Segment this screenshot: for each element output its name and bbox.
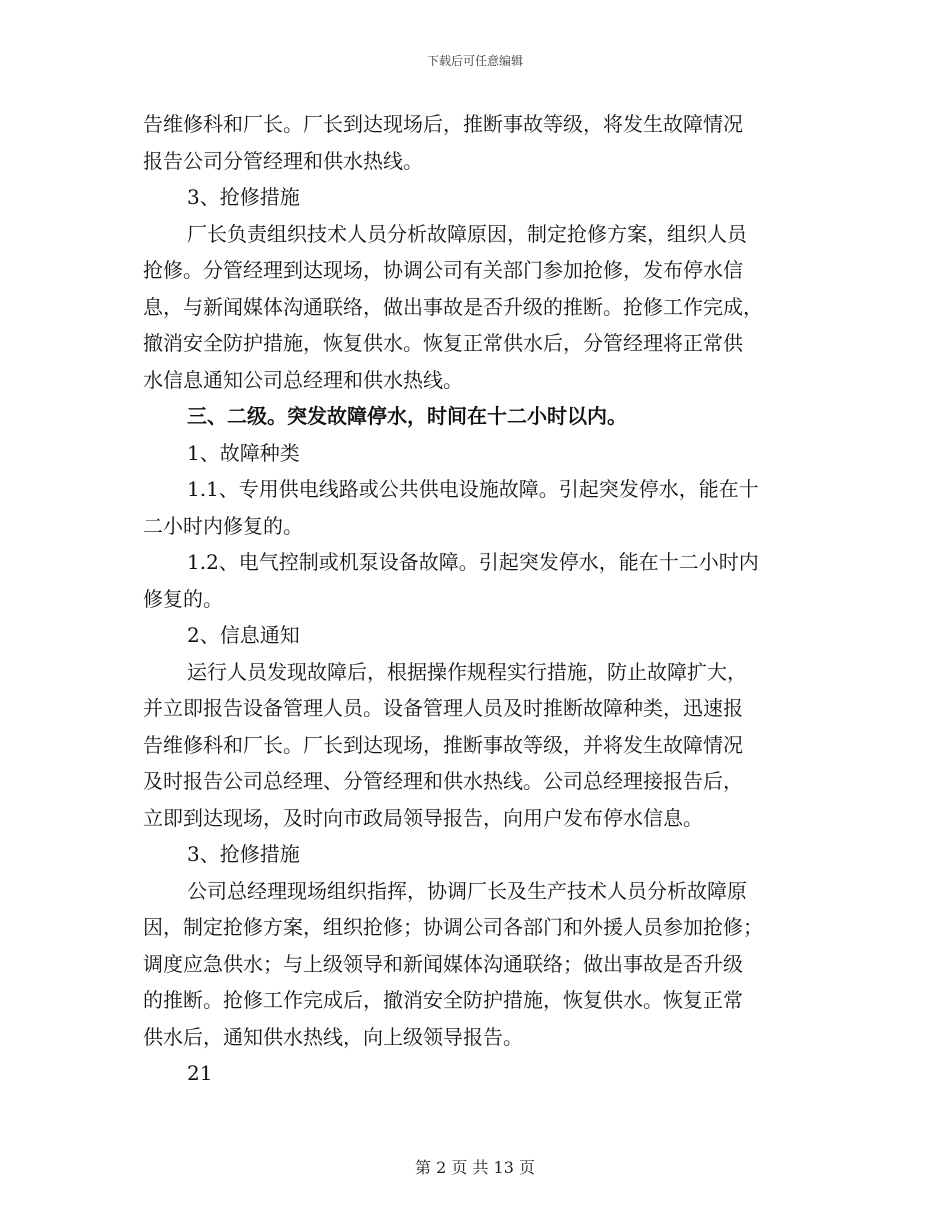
paragraph-line: 水信息通知公司总经理和供水热线。 xyxy=(143,367,463,392)
paragraph-line: 抢修。分管经理到达现场，协调公司有关部门参加抢修，发布停水信 xyxy=(143,258,743,282)
paragraph-line: 1.1、专用供电线路或公共供电设施故障。引起突发停水，能在十 xyxy=(187,477,759,501)
paragraph-line: 息，与新闻媒体沟通联络，做出事故是否升级的推断。抢修工作完成， xyxy=(143,294,763,319)
paragraph-line: 修复的。 xyxy=(143,586,223,611)
paragraph-line: 并立即报告设备管理人员。设备管理人员及时推断故障种类，迅速报 xyxy=(143,696,743,720)
paragraph-line: 立即到达现场，及时向市政局领导报告，向用户发布停水信息。 xyxy=(143,805,703,830)
paragraph-line: 供水后，通知供水热线，向上级领导报告。 xyxy=(143,1024,523,1049)
paragraph-line: 报告公司分管经理和供水热线。 xyxy=(143,148,423,173)
section-heading: 2、信息通知 xyxy=(187,623,300,647)
page-header: 下载后可任意编辑 xyxy=(426,54,523,68)
page-footer: 第 2 页 共 13 页 xyxy=(415,1158,535,1177)
paragraph-line: 公司总经理现场组织指挥，协调厂长及生产技术人员分析故障原 xyxy=(187,878,747,903)
paragraph-line: 运行人员发现故障后，根据操作规程实行措施，防止故障扩大， xyxy=(187,659,747,684)
section-heading: 3、抢修措施 xyxy=(187,185,300,209)
document-body xyxy=(143,106,807,1092)
chapter-heading: 三、二级。突发故障停水，时间在十二小时以内。 xyxy=(187,404,627,428)
page-number-text: 21 xyxy=(187,1061,213,1085)
section-heading: 1、故障种类 xyxy=(187,440,300,465)
paragraph-line: 及时报告公司总经理、分管经理和供水热线。公司总经理接报告后， xyxy=(143,769,743,793)
paragraph-line: 调度应急供水；与上级领导和新闻媒体沟通联络；做出事故是否升级 xyxy=(143,951,743,976)
paragraph-line: 厂长负责组织技术人员分析故障原因，制定抢修方案，组织人员 xyxy=(187,221,747,246)
paragraph-line: 的推断。抢修工作完成后，撤消安全防护措施，恢复供水。恢复正常 xyxy=(143,988,743,1012)
paragraph-line: 因，制定抢修方案，组织抢修；协调公司各部门和外援人员参加抢修； xyxy=(143,915,763,939)
paragraph-line: 1.2、电气控制或机泵设备故障。引起突发停水，能在十二小时内 xyxy=(187,550,759,574)
paragraph-line: 二小时内修复的。 xyxy=(143,513,303,538)
paragraph-line: 告维修科和厂长。厂长到达现场后，推断事故等级，将发生故障情况 xyxy=(143,112,743,136)
paragraph-line: 撤消安全防护措施，恢复供水。恢复正常供水后，分管经理将正常供 xyxy=(143,331,743,355)
section-heading: 3、抢修措施 xyxy=(187,842,300,866)
paragraph-line: 告维修科和厂长。厂长到达现场，推断事故等级，并将发生故障情况 xyxy=(143,732,743,757)
